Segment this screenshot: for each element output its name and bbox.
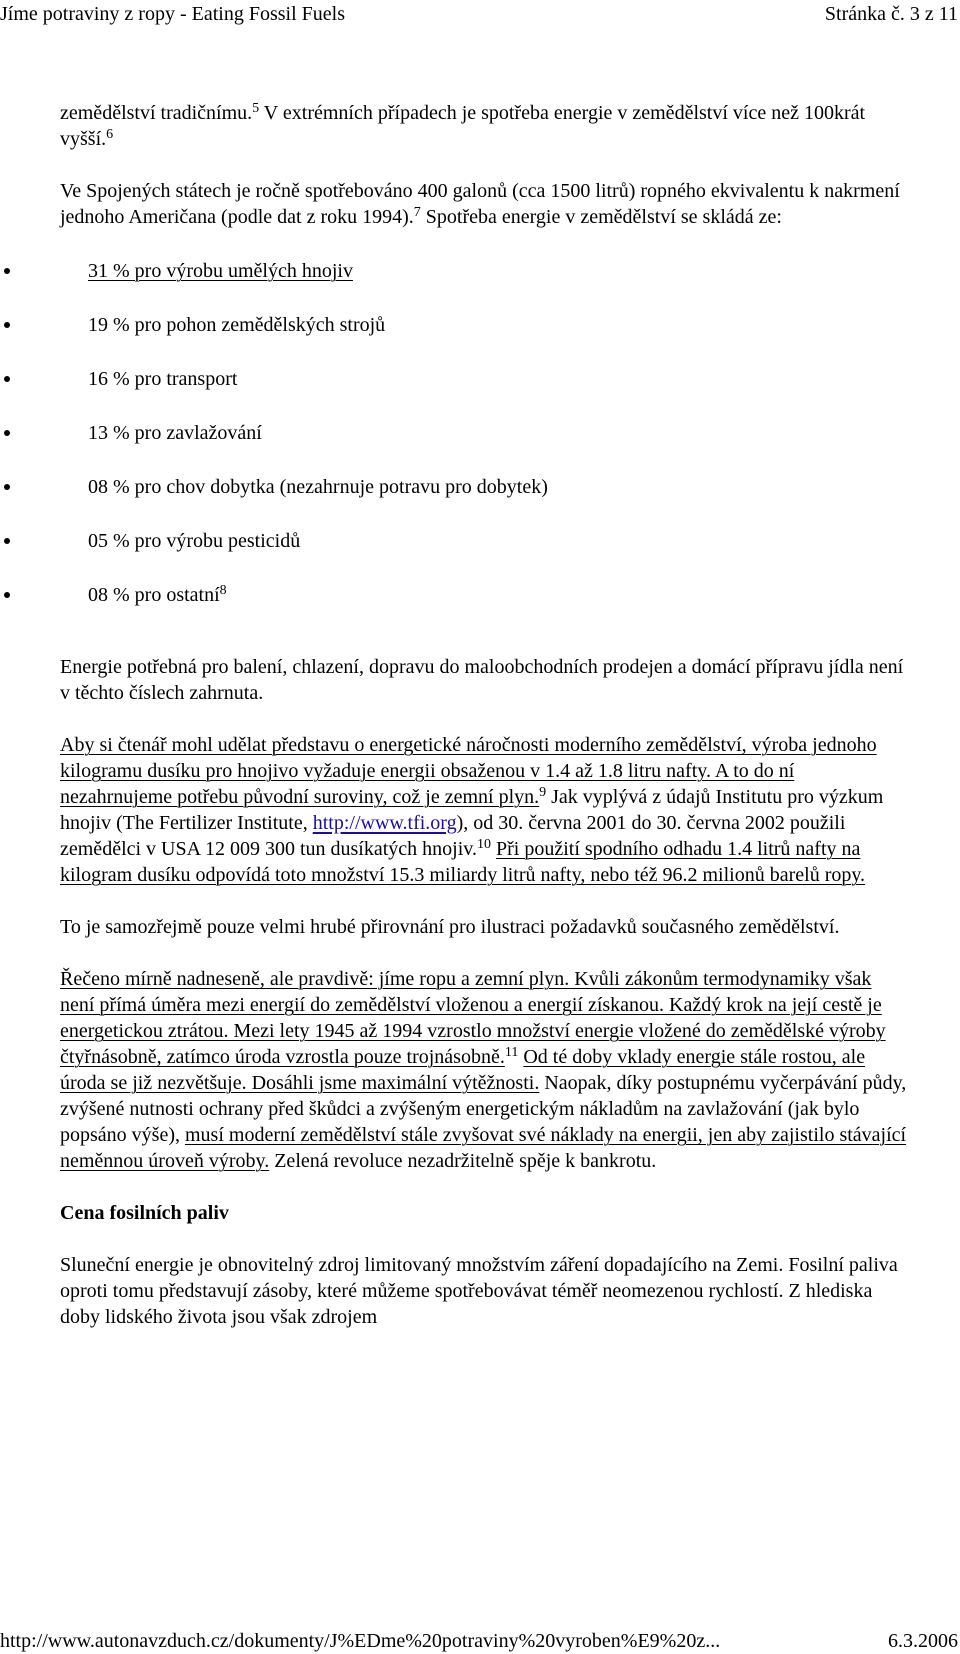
text: V extrémních případech je spotřeba energie v zemědělství více než 100krát vyšší. bbox=[60, 102, 866, 150]
section-heading: Cena fosilních paliv bbox=[60, 1202, 229, 1224]
bullet-icon bbox=[4, 484, 10, 490]
list-item-text: 19 % pro pohon zemědělských strojů bbox=[88, 314, 386, 336]
list-item bbox=[60, 528, 910, 582]
footnote-ref[interactable]: 6 bbox=[106, 127, 114, 142]
list-item-text: 08 % pro ostatní bbox=[88, 584, 220, 606]
text: Spotřeba energie v zemědělství se skládá ze: bbox=[420, 206, 782, 228]
document-title: Jíme potraviny z ropy - Eating Fossil Fuels bbox=[0, 3, 345, 25]
text: Zelená revoluce nezadržitelně spěje k bankrotu. bbox=[269, 1150, 657, 1172]
text: Jak vyplývá z údajů Institutu pro výzkum hnojiv (The Fertilizer Institute, bbox=[60, 786, 884, 834]
underlined-text: Při použití spodního odhadu 1.4 litrů nafty na kilogram dusíku odpovídá toto množství 15.3 miliardy litrů nafty, nebo též 96.2 milionů barelů ropy. bbox=[60, 838, 866, 886]
footnote-ref[interactable]: 11 bbox=[504, 1045, 519, 1060]
paragraph-1 bbox=[60, 100, 910, 152]
list-item bbox=[60, 312, 910, 366]
underlined-text: Řečeno mírně nadneseně, ale pravdivě: jíme ropu a zemní plyn. Kvůli zákonům termodynamiky však není přímá úměra mezi energií do zemědělství vloženou a energií získanou. Každý krok na její cestě je energetickou ztrátou. Mezi lety 1945 až 1994 vzrostlo množství energie vložené do zemědělské výroby čtyřnásobně, zatímco úroda vzrostla pouze trojnásobně. bbox=[60, 968, 886, 1068]
list-item bbox=[60, 258, 910, 312]
list-item bbox=[60, 366, 910, 420]
print-date: 6.3.2006 bbox=[888, 1630, 958, 1652]
text: zemědělství tradičnímu. bbox=[60, 102, 253, 124]
text: Ve Spojených státech je ročně spotřebováno 400 galonů (cca 1500 litrů) ropného ekvivalentu k nakrmení jednoho Američana (podle dat z roku 1994). bbox=[60, 180, 900, 228]
underlined-text: musí moderní zemědělství stále zvyšovat své náklady na energii, jen aby zajistilo stávající neměnnou úroveň výroby. bbox=[60, 1124, 907, 1172]
bullet-icon bbox=[4, 322, 10, 328]
page-header bbox=[0, 0, 960, 30]
footnote-ref[interactable]: 9 bbox=[539, 785, 547, 800]
footnote-ref[interactable]: 8 bbox=[219, 583, 227, 598]
list-item bbox=[60, 420, 910, 474]
paragraph-4 bbox=[60, 732, 910, 888]
text: ), od 30. června 2001 do 30. června 2002 použili zemědělci v USA 12 009 300 tun dusíkatých hnojiv. bbox=[60, 812, 846, 860]
list-item bbox=[60, 582, 910, 626]
page-number: Stránka č. 3 z 11 bbox=[824, 3, 958, 25]
list-item-text: 05 % pro výrobu pesticidů bbox=[88, 530, 301, 552]
underlined-text: Od té doby vklady energie stále rostou, ale úroda se již nezvětšuje. Dosáhli jsme maximální výtěžnosti. bbox=[60, 1046, 866, 1094]
page-footer bbox=[0, 1628, 960, 1654]
bullet-icon bbox=[4, 376, 10, 382]
list-item-text: 08 % pro chov dobytka (nezahrnuje potravu pro dobytek) bbox=[88, 476, 548, 498]
bullet-icon bbox=[4, 538, 10, 544]
bullet-icon bbox=[4, 592, 10, 598]
energy-breakdown-list bbox=[60, 258, 910, 626]
source-url: http://www.autonavzduch.cz/dokumenty/J%EDme%20potraviny%20vyroben%E9%20z... bbox=[0, 1630, 721, 1652]
document-body bbox=[60, 100, 910, 1356]
tfi-link[interactable]: http://www.tfi.org bbox=[312, 812, 457, 834]
list-item bbox=[60, 474, 910, 528]
paragraph-2 bbox=[60, 178, 910, 230]
bullet-icon bbox=[4, 268, 10, 274]
underlined-text: Aby si čtenář mohl udělat představu o energetické náročnosti moderního zemědělství, výroba jednoho kilogramu dusíku pro hnojivo vyžaduje energii obsaženou v 1.4 až 1.8 litru nafty. A to do ní nezahrnujeme potřebu původní suroviny, což je zemní plyn. bbox=[60, 734, 877, 808]
bullet-icon bbox=[4, 430, 10, 436]
footnote-ref[interactable]: 10 bbox=[476, 837, 491, 852]
text: Naopak, díky postupnému vyčerpávání půdy, zvýšené nutnosti ochrany před škůdci a zvýšeným energetickým nákladům na zavlažování (jak bylo popsáno výše), bbox=[60, 1072, 907, 1146]
paragraph-6 bbox=[60, 966, 910, 1174]
list-item-text: 13 % pro zavlažování bbox=[88, 422, 262, 444]
footnote-ref[interactable]: 5 bbox=[252, 101, 260, 116]
list-item-text: 16 % pro transport bbox=[88, 368, 238, 390]
paragraph-7: Sluneční energie je obnovitelný zdroj limitovaný množstvím záření dopadajícího na Zemi. Fosilní paliva oproti tomu představují zásoby, které můžeme spotřebovávat téměř neomezenou rychlostí. Z hlediska doby lidského života jsou však zdrojem bbox=[60, 1254, 898, 1328]
footnote-ref[interactable]: 7 bbox=[413, 205, 421, 220]
paragraph-5: To je samozřejmě pouze velmi hrubé přirovnání pro ilustraci požadavků současného zemědělství. bbox=[60, 916, 840, 938]
paragraph-3: Energie potřebná pro balení, chlazení, dopravu do maloobchodních prodejen a domácí přípravu jídla není v těchto číslech zahrnuta. bbox=[60, 656, 904, 704]
list-item-text: 31 % pro výrobu umělých hnojiv bbox=[88, 260, 353, 282]
